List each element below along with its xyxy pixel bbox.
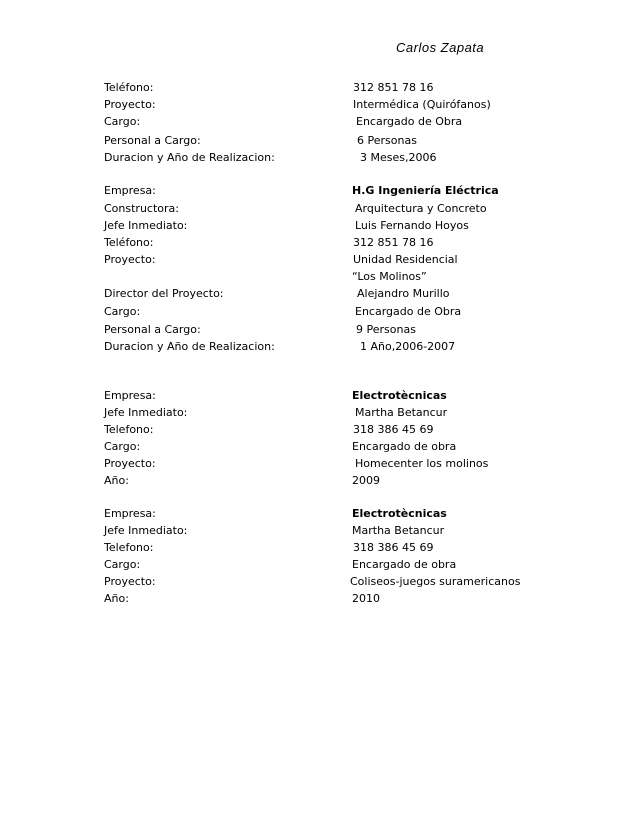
- field-row: [0, 304, 638, 320]
- field-value: 312 851 78 16: [353, 81, 434, 94]
- field-label: Cargo:: [104, 115, 141, 128]
- field-row: [0, 540, 638, 556]
- field-value: Martha Betancur: [355, 406, 448, 419]
- field-value: 2010: [352, 592, 380, 605]
- field-value: 318 386 45 69: [353, 541, 434, 554]
- field-row: [0, 286, 638, 302]
- field-value: Homecenter los molinos: [355, 457, 489, 470]
- field-label: Cargo:: [104, 558, 141, 571]
- field-value: 9 Personas: [356, 323, 416, 336]
- field-row: [0, 574, 638, 590]
- field-value: 2009: [352, 474, 380, 487]
- field-row: [0, 322, 638, 338]
- field-label: Proyecto:: [104, 253, 156, 266]
- company-name: Electrotècnicas: [352, 507, 447, 520]
- field-label: Teléfono:: [104, 236, 154, 249]
- author-name: Carlos Zapata: [396, 40, 485, 55]
- field-row: [0, 388, 638, 404]
- field-value: 1 Año,2006-2007: [360, 340, 456, 353]
- field-label: Proyecto:: [104, 457, 156, 470]
- field-label: Duracion y Año de Realizacion:: [104, 151, 275, 164]
- field-row: [0, 201, 638, 217]
- field-label: Personal a Cargo:: [104, 134, 201, 147]
- field-value: Intermédica (Quirófanos): [353, 98, 491, 111]
- field-label: Constructora:: [104, 202, 179, 215]
- field-value: Alejandro Murillo: [357, 287, 450, 300]
- field-label: Jefe Inmediato:: [104, 219, 188, 232]
- field-value: Arquitectura y Concreto: [355, 202, 487, 215]
- field-row: [0, 97, 638, 113]
- field-row: [0, 523, 638, 539]
- field-label: Proyecto:: [104, 575, 156, 588]
- field-value: 6 Personas: [357, 134, 417, 147]
- field-value: Luis Fernando Hoyos: [355, 219, 469, 232]
- field-label: Empresa:: [104, 389, 156, 402]
- field-row: [0, 506, 638, 522]
- field-label: Proyecto:: [104, 98, 156, 111]
- field-value: “Los Molinos”: [352, 270, 427, 283]
- field-value: Encargado de Obra: [356, 115, 463, 128]
- field-label: Cargo:: [104, 305, 141, 318]
- field-value: Unidad Residencial: [353, 253, 458, 266]
- field-row: [0, 439, 638, 455]
- field-row: [0, 183, 638, 199]
- field-label: Empresa:: [104, 507, 156, 520]
- field-value: 3 Meses,2006: [360, 151, 437, 164]
- field-label: Jefe Inmediato:: [104, 406, 188, 419]
- field-row: [0, 235, 638, 251]
- field-value: Martha Betancur: [352, 524, 445, 537]
- field-label: Jefe Inmediato:: [104, 524, 188, 537]
- field-label: Duracion y Año de Realizacion:: [104, 340, 275, 353]
- field-label: Director del Proyecto:: [104, 287, 224, 300]
- field-row: [0, 557, 638, 573]
- field-row: [0, 80, 638, 96]
- field-row: [0, 405, 638, 421]
- field-row: [0, 591, 638, 607]
- field-row: [0, 269, 638, 285]
- field-row: [0, 252, 638, 268]
- field-row: [0, 422, 638, 438]
- field-label: Año:: [104, 474, 129, 487]
- field-label: Personal a Cargo:: [104, 323, 201, 336]
- field-value: Encargado de Obra: [355, 305, 462, 318]
- field-row: [0, 150, 638, 166]
- field-row: [0, 339, 638, 355]
- field-row: [0, 473, 638, 489]
- field-value: 312 851 78 16: [353, 236, 434, 249]
- field-label: Cargo:: [104, 440, 141, 453]
- field-value: Encargado de obra: [352, 440, 457, 453]
- field-value: 318 386 45 69: [353, 423, 434, 436]
- field-value: Coliseos-juegos suramericanos: [350, 575, 521, 588]
- field-row: [0, 456, 638, 472]
- company-name: Electrotècnicas: [352, 389, 447, 402]
- field-value: Encargado de obra: [352, 558, 457, 571]
- field-label: Empresa:: [104, 184, 156, 197]
- field-label: Teléfono:: [104, 81, 154, 94]
- field-label: Telefono:: [104, 541, 154, 554]
- field-row: [0, 114, 638, 130]
- company-name: H.G Ingeniería Eléctrica: [352, 184, 499, 197]
- field-label: Telefono:: [104, 423, 154, 436]
- field-row: [0, 133, 638, 149]
- field-label: Año:: [104, 592, 129, 605]
- field-row: [0, 218, 638, 234]
